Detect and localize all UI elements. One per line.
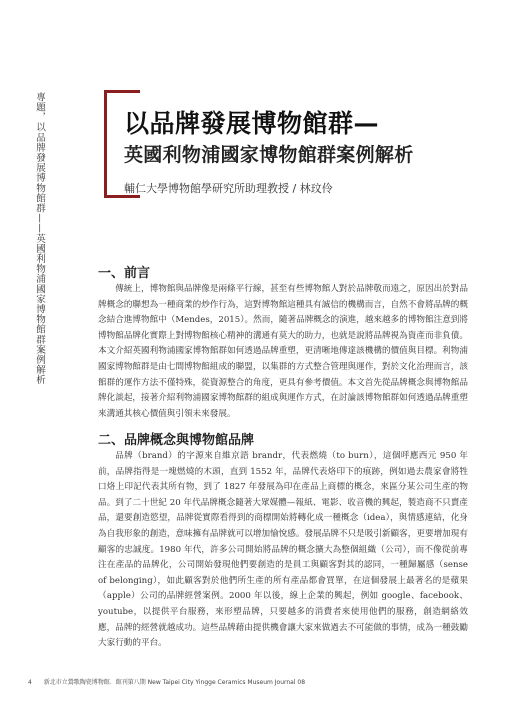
page-number: 4 [28, 679, 32, 686]
author-line: 輔仁大學博物館學研究所助理教授 / 林玟伶 [124, 182, 333, 195]
article-title: 以品牌發展博物館群— [124, 109, 380, 138]
page-footer [28, 677, 305, 686]
journal-name: 新北市立鶯歌陶瓷博物館．館刊第八期 New Taipei City Yingge Ceramics Museum Journal 08 [43, 679, 306, 686]
section-side-label: 專題，以品牌發展博物館群——英國利物浦國家博物館群案例解析 [34, 92, 45, 385]
section-paragraph-intro: 傳統上，博物館與品牌像是兩條平行線，甚至有些博物館人對於品牌敬而遠之，原因出於對品牌概念的聯想為一種商業的炒作行為，這對博物館這種具有誠信的機構而言，自然不會將品牌的概念結合進博物館中（Mendes，2015）。然而，隨著品牌概念的演進，越來越多的博物館注意到將博物館品牌化實際上對博物館核心精神的溝通有莫大的助力，也就是說將品牌視為資產而非負債。本文介紹英國利物浦國家博物館群如何透過品牌重塑，更清晰地傳達該機構的價值與目標。利物浦國家博物館群是由七間博物館組成的聯盟，以集群的方式整合管理與運作，對於文化治理而言，該館群的運作方法不僅特殊，從資源整合的角度，更具有參考價值。本文首先從品牌概念與博物館品牌化談起，接著介紹利物浦國家博物館群的組成與運作方式，在討論該博物館群如何透過品牌重塑來溝通其核心價值與引領未來發展。 [98, 284, 468, 419]
article-subtitle: 英國利物浦國家博物館群案例解析 [124, 144, 414, 166]
section-heading-brand: 二、品牌概念與博物館品牌 [98, 433, 255, 448]
section-heading-intro: 一、前言 [98, 266, 151, 281]
section-paragraph-brand: 品牌（brand）的字源來自維京語 brandr，代表燃燒（to burn），這個呼應西元 950 年前，品牌指得是一塊燃燒的木頭，直到 1552 年，品牌代表烙印下的痕跡，例如過去農家會將牲口烙上印記代表其所有物，到了 1827 年發展為印在產品上商標的概念，來區分某公司生產的物品。到了二十世紀 20 年代品牌概念隨著大眾媒體—報紙、電影、收音機的興起，製造商不只賣產品，還要創造慾望，品牌從實際看得到的商標開始將轉化成一種概念（idea），與情感連結，化身為自我形象的創造，意味擁有品牌就可以增加愉悅感。發展品牌不只是吸引新顧客，更要增加現有顧客的忠誠度。1980 年代，許多公司開始將品牌的概念擴大為整個組織（公司），而不像從前專注在產品的品牌化，公司開始發現他們要創造的是員工與顧客對其的認同，一種歸屬感（sense of belonging），如此顧客對於他們所生產的所有產品都會買單，在這個發展上最著名的是蘋果（apple）公司的品牌經營案例。2000 年以後，線上企業的興起，例如 google、facebook、youtube，以提供平台服務，來形塑品牌，只要越多的消費者來使用他們的服務，創造網絡效應，品牌的經營就越成功。這些品牌藉由提供機會讓大家來做過去不可能做的事情，成為一種鼓勵大家行動的平台。 [98, 451, 468, 649]
